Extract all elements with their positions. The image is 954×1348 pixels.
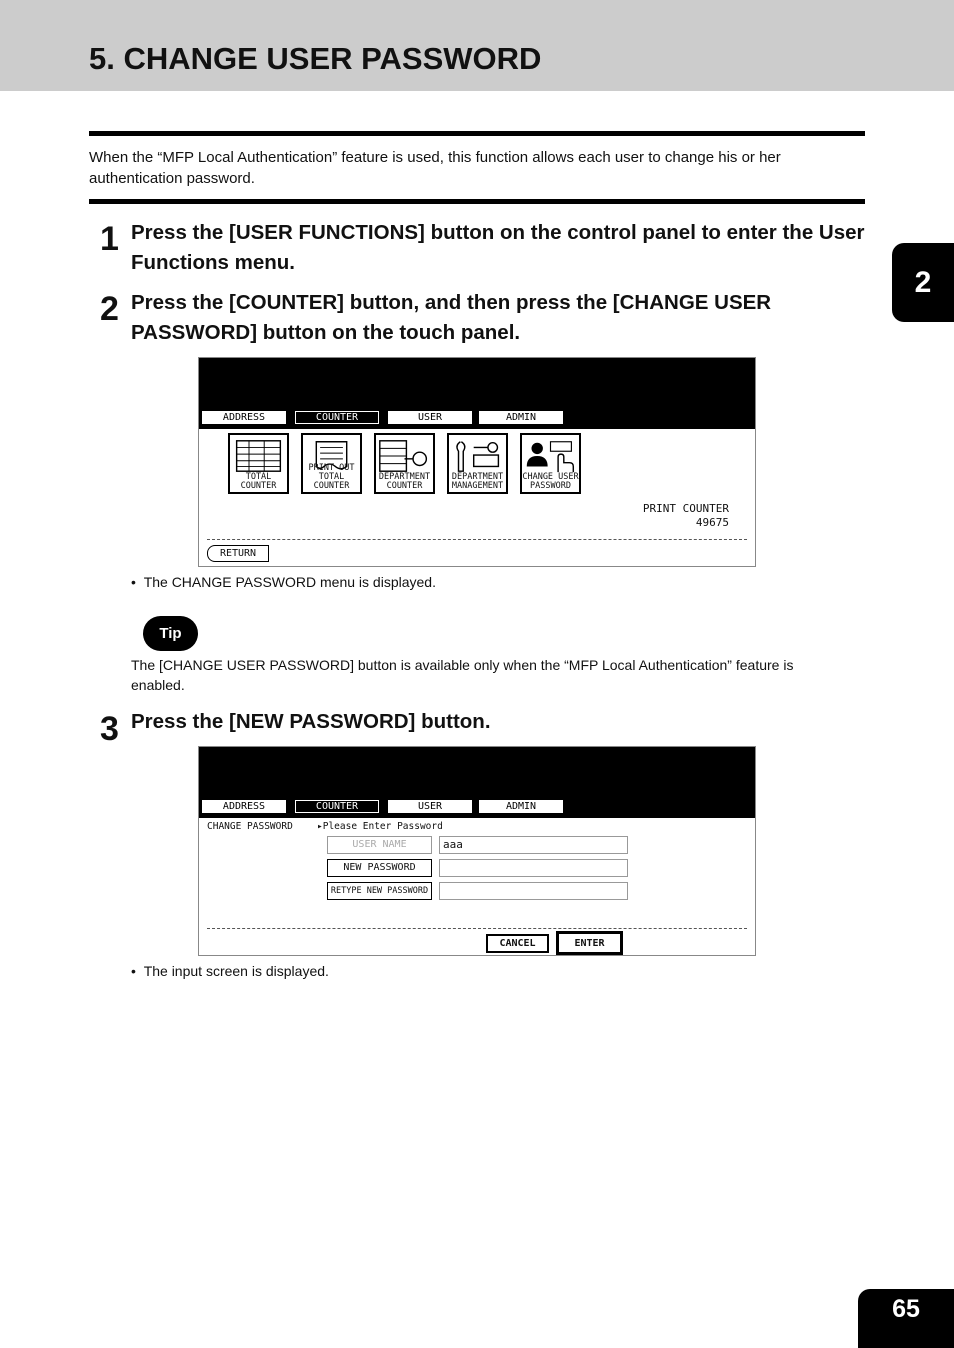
user-name-field: aaa	[439, 836, 628, 854]
tab-admin[interactable]: ADMIN	[479, 411, 563, 424]
new-password-field	[439, 859, 628, 877]
icon-label: DEPARTMENT MANAGEMENT	[451, 472, 504, 491]
department-counter-button[interactable]	[374, 433, 435, 494]
step-number: 1	[100, 220, 119, 258]
divider	[207, 928, 747, 929]
tab-counter[interactable]: COUNTER	[295, 800, 379, 813]
cancel-button[interactable]: CANCEL	[486, 934, 549, 953]
icon-label: DEPARTMENT COUNTER	[378, 472, 431, 491]
print-counter-readout: PRINT COUNTER 49675	[642, 502, 729, 529]
tab-admin[interactable]: ADMIN	[479, 800, 563, 813]
page-title: 5. CHANGE USER PASSWORD	[89, 41, 542, 76]
table-icon	[230, 437, 287, 475]
step-text: Press the [NEW PASSWORD] button.	[131, 710, 491, 733]
chapter-tab: 2	[892, 243, 954, 322]
tip-badge: Tip	[143, 616, 198, 651]
tab-user[interactable]: USER	[388, 411, 472, 424]
page-number: 65	[858, 1289, 954, 1348]
intro-paragraph: When the “MFP Local Authentication” feature is used, this function allows each user to change his or her authentication password.	[89, 149, 781, 187]
top-rule	[89, 131, 865, 136]
new-password-button[interactable]: NEW PASSWORD	[327, 859, 432, 877]
retype-new-password-button[interactable]: RETYPE NEW PASSWORD	[327, 882, 432, 900]
bullet-note: • The CHANGE PASSWORD menu is displayed.	[131, 574, 436, 590]
user-password-icon	[522, 437, 579, 475]
icon-label: CHANGE USER PASSWORD	[522, 472, 579, 491]
return-button[interactable]: RETURN	[207, 545, 269, 562]
icon-label: PRINT OUT TOTAL COUNTER	[308, 463, 355, 491]
menu-title: CHANGE PASSWORD	[207, 821, 293, 832]
bottom-rule	[89, 199, 865, 204]
step-number: 3	[100, 710, 119, 748]
total-counter-button[interactable]	[228, 433, 289, 494]
tip-text: The [CHANGE USER PASSWORD] button is available only when the “MFP Local Authentication” feature is enabled.	[131, 657, 794, 693]
step-number: 2	[100, 290, 119, 328]
tab-address[interactable]: ADDRESS	[202, 411, 286, 424]
prompt-text: ▸Please Enter Password	[317, 821, 443, 832]
enter-button[interactable]: ENTER	[556, 931, 623, 955]
change-user-password-button[interactable]	[520, 433, 581, 494]
step-text: Press the [COUNTER] button, and then press the [CHANGE USER PASSWORD] button on the touch panel.	[131, 291, 772, 344]
icon-label: TOTAL COUNTER	[240, 472, 277, 491]
wrench-icon	[449, 437, 506, 475]
department-table-icon	[376, 437, 433, 475]
divider	[207, 539, 747, 540]
tab-user[interactable]: USER	[388, 800, 472, 813]
retype-password-field	[439, 882, 628, 900]
touch-panel-counter-menu	[198, 357, 756, 567]
tab-counter[interactable]: COUNTER	[295, 411, 379, 424]
user-name-button: USER NAME	[327, 836, 432, 854]
bullet-note: • The input screen is displayed.	[131, 963, 329, 979]
tab-address[interactable]: ADDRESS	[202, 800, 286, 813]
touch-panel-change-password	[198, 746, 756, 956]
print-out-total-counter-button[interactable]	[301, 433, 362, 494]
step-text: Press the [USER FUNCTIONS] button on the control panel to enter the User Functions menu.	[131, 221, 865, 274]
department-management-button[interactable]	[447, 433, 508, 494]
